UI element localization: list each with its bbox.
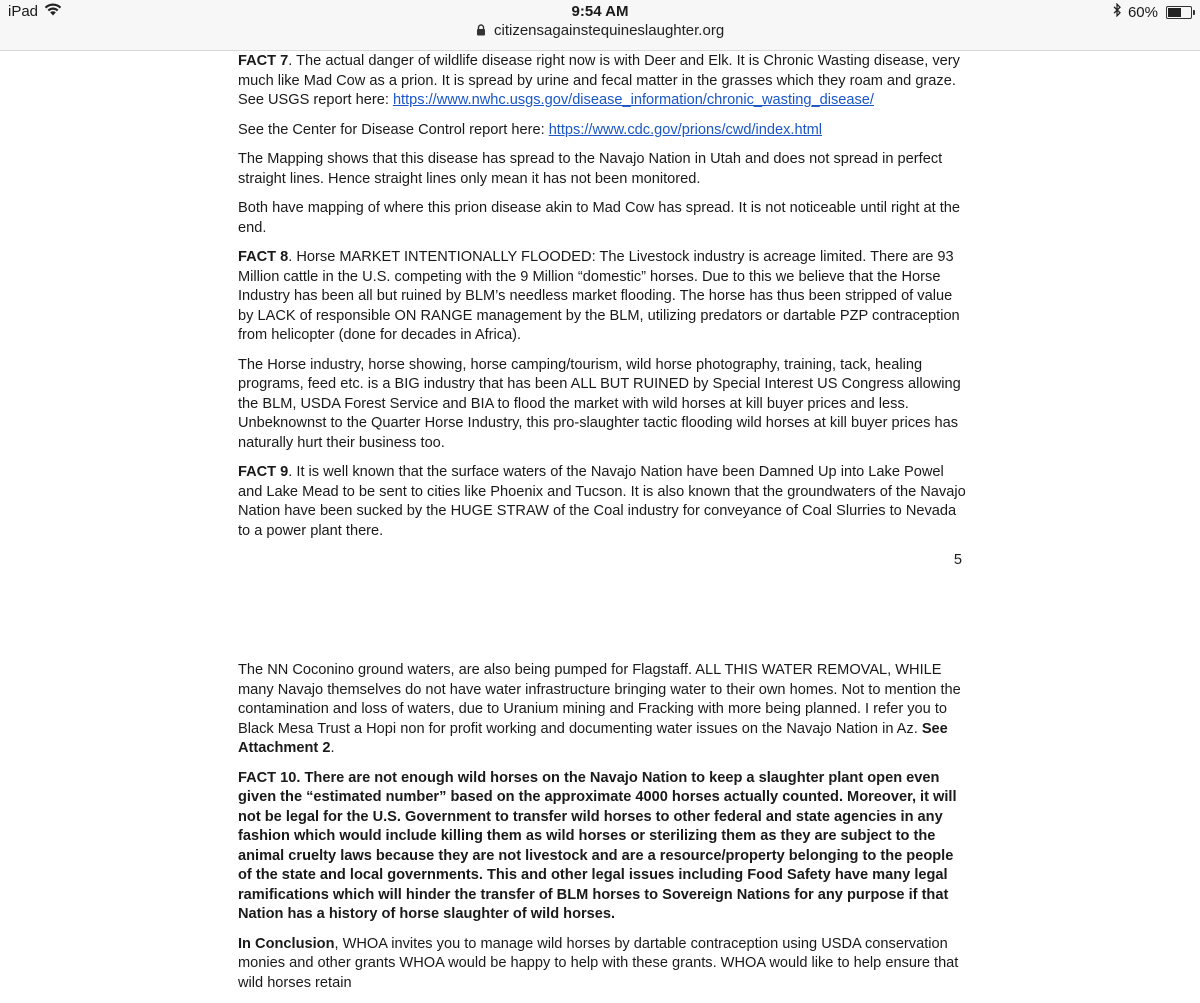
ios-status-bar xyxy=(0,0,1200,51)
device-label: iPad xyxy=(8,3,39,20)
document-page xyxy=(238,52,968,1003)
usgs-link[interactable]: https://www.nwhc.usgs.gov/disease_information/chronic_wasting_disease/ xyxy=(392,92,874,108)
battery-icon xyxy=(1166,6,1192,19)
both-paragraph: Both have mapping of where this prion disease akin to Mad Cow has spread. It is not noticeable until right at the end. xyxy=(238,200,960,236)
fact-9-text: . It is well known that the surface waters of the Navajo Nation have been Damned Up into Lake Powel and Lake Mead to be sent to cities like Phoenix and Tucson. It is also known that the groundwaters of the Navajo Nation have been sucked by the HUGE STRAW of the Coal industry for conveyance of Coal Slurries to Nevada to a power plant there. xyxy=(238,464,966,539)
battery-percent: 60% xyxy=(1127,3,1158,21)
fact-9-paragraph xyxy=(238,463,968,541)
coconino-text: The NN Coconino ground waters, are also being pumped for Flagstaff. ALL THIS WATER REMOVAL, WHILE many Navajo themselves do not have water infrastructure bringing water to their own homes. Not to mention the contamination and loss of waters, due to Uranium mining and Fracking with more being planned. I refer you to Black Mesa Trust a Hopi non for profit working and documenting water issues on the Navajo Nation in Az. xyxy=(238,662,961,737)
url-text: citizensagainstequineslaughter.org xyxy=(494,22,725,39)
conclusion-text: , WHOA invites you to manage wild horses by dartable contraception using USDA conservation monies and other grants WHOA would be happy to help with these grants. WHOA would like to help ensure that wild horses retain xyxy=(238,935,959,991)
conclusion-paragraph xyxy=(238,935,968,994)
cdc-link[interactable]: https://www.cdc.gov/prions/cwd/index.html xyxy=(548,121,823,138)
coconino-end: . xyxy=(330,740,335,756)
horse-industry-paragraph: The Horse industry, horse showing, horse camping/tourism, wild horse photography, training, tack, healing programs, feed etc. is a BIG industry that has been ALL BUT RUINED by Special Interest US Congress allowing the BLM, USDA Forest Service and BIA to flood the market with wild horses at kill buyer prices and less. Unbeknownst to the Quarter Horse Industry, this pro-slaughter tactic flooding wild horses at kill buyer prices has naturally hurt their business too. xyxy=(238,356,961,451)
clock: 9:54 AM xyxy=(571,3,629,20)
address-bar[interactable] xyxy=(0,22,1200,39)
bluetooth-icon xyxy=(1112,3,1122,21)
fact-8-paragraph xyxy=(238,248,968,346)
mapping-paragraph: The Mapping shows that this disease has spread to the Navajo Nation in Utah and does not spread in perfect straight lines. Hence straight lines only mean it has not been monitored. xyxy=(238,151,943,187)
conclusion-label: In Conclusion xyxy=(238,935,335,952)
fact-10-paragraph: FACT 10. There are not enough wild horses on the Navajo Nation to keep a slaughter plant open even given the “estimated number” based on the approximate 4000 horses actually counted. Moreover, it will not be legal for the U.S. Government to transfer wild horses to other federal and state agencies in any fashion which would include killing them as wild horses or sterilizing them as they are subject to the animal cruelty laws because they are not livestock and are a resource/property belonging to the people of the state and local governments. This and other legal issues including Food Safety have many legal ramifications which will hinder the transfer of BLM horses to Sovereign Nations for any purpose if that Nation has a history of horse slaughter of wild horses. xyxy=(238,769,957,922)
fact-8-label: FACT 8 xyxy=(238,249,289,265)
fact-9-label: FACT 9 xyxy=(238,464,289,480)
coconino-paragraph xyxy=(238,661,968,759)
fact-8-text: . Horse MARKET INTENTIONALLY FLOODED: The Livestock industry is acreage limited. There are 93 Million cattle in the U.S. competing with the 9 Million “domestic” horses. Due to this we believe that the Horse Industry has been all but ruined by BLM’s needless market flooding. The horse has thus been stripped of value by LACK of responsible ON RANGE management by the BLM, utilizing predators or dartable PZP contraception from helicopter (done for decades in Africa). xyxy=(238,249,960,343)
lock-icon xyxy=(476,22,494,39)
cdc-text: See the Center for Disease Control report here: xyxy=(238,121,549,138)
fact-7-label: FACT 7 xyxy=(238,53,289,69)
cdc-paragraph xyxy=(238,121,968,141)
battery-fill xyxy=(1168,8,1181,17)
status-right xyxy=(1112,3,1192,21)
attachment-reference: See Attachment 2 xyxy=(238,720,948,756)
page-number: 5 xyxy=(953,552,962,568)
fact-7-text: . The actual danger of wildlife disease right now is with Deer and Elk. It is Chronic Wasting disease, very much like Mad Cow as a prion. It is spread by urine and fecal matter in the grasses which they roam and graze. See USGS report here: xyxy=(238,53,960,108)
fact-7-paragraph xyxy=(238,52,968,111)
